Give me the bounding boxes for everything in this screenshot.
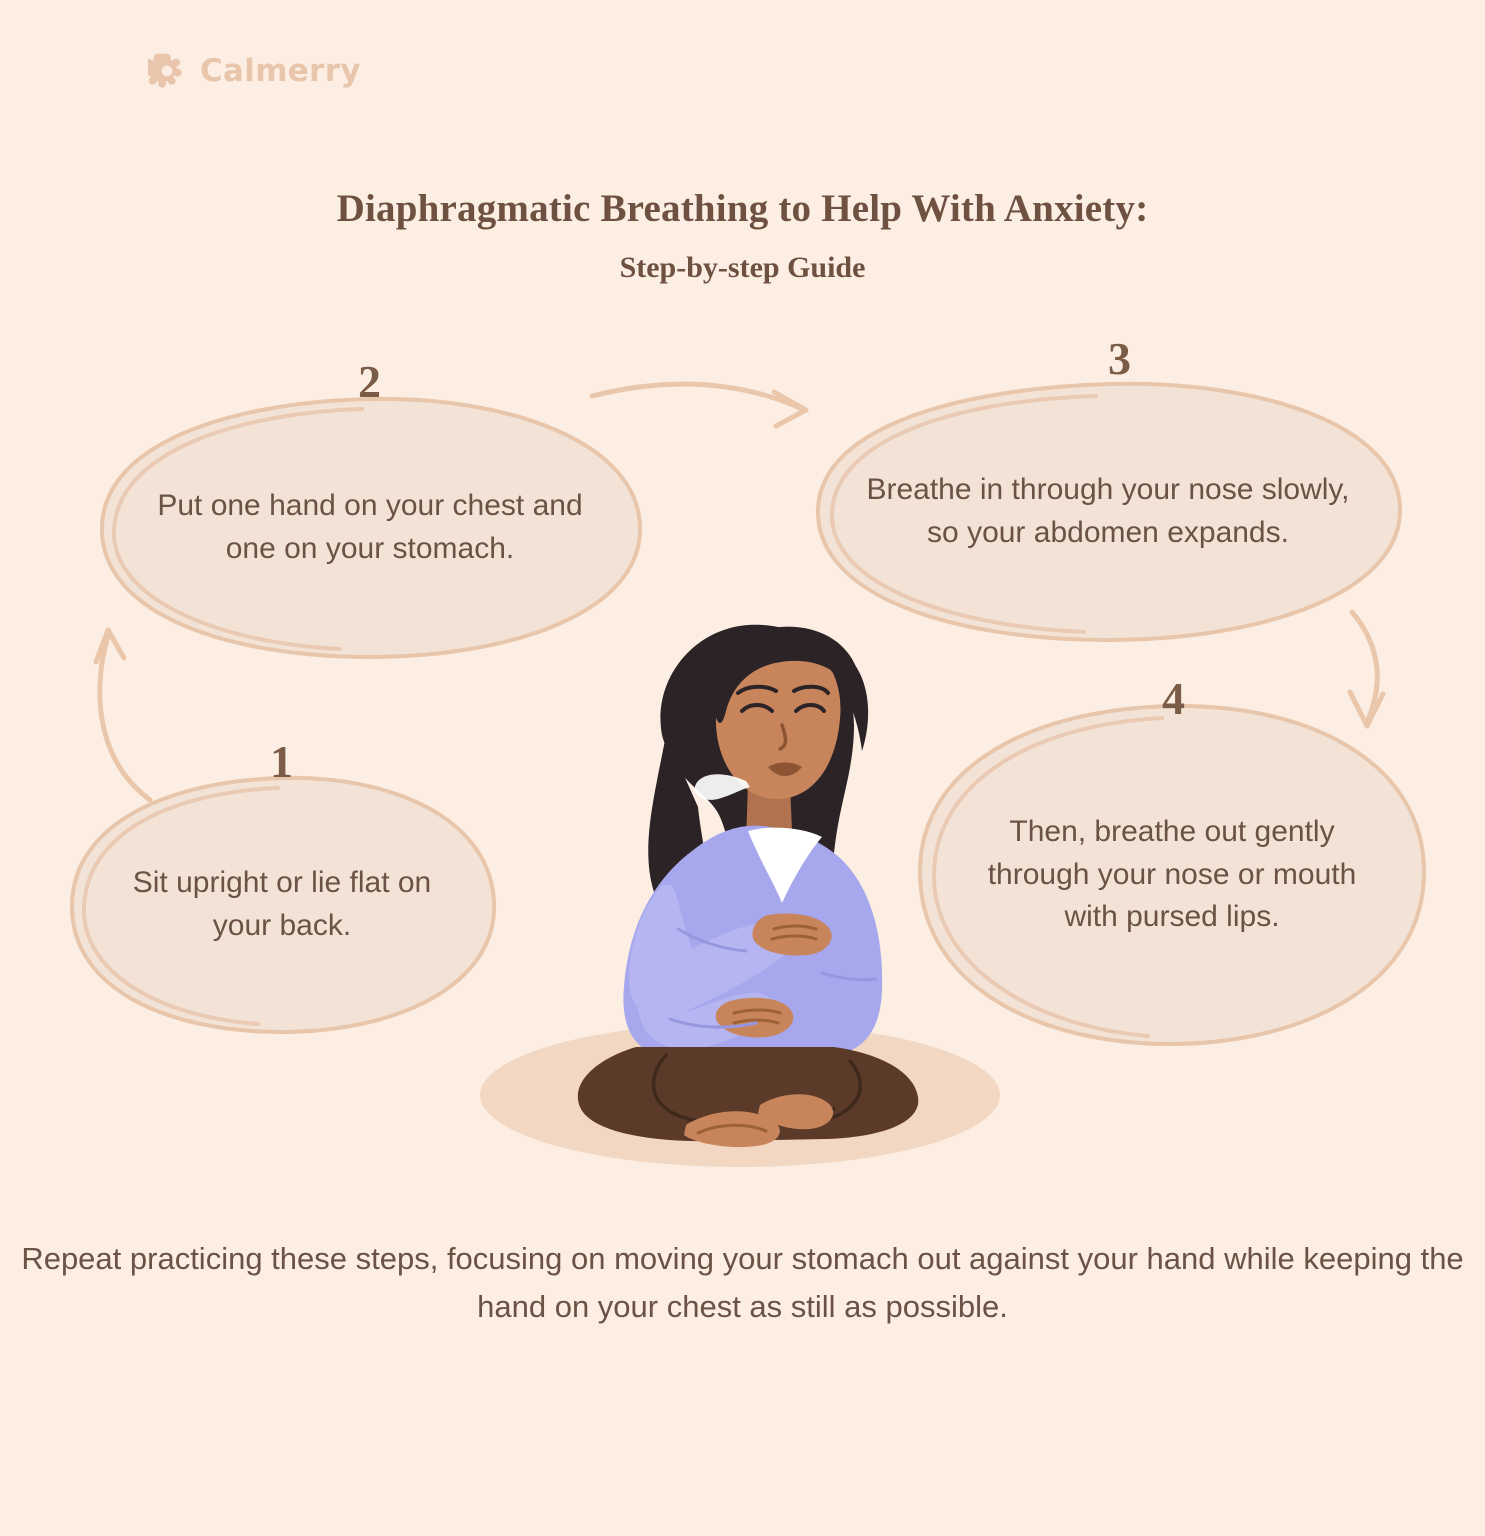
step-number-3: 3	[1108, 333, 1131, 384]
brand-logo	[148, 52, 361, 90]
brand-name: Calmerry	[200, 53, 361, 89]
step-number-1: 1	[270, 736, 293, 787]
title-main: Diaphragmatic Breathing to Help With Anxiety:	[336, 187, 1149, 230]
step-text-3: Breathe in through your nose slowly, so your abdomen expands.	[866, 473, 1350, 549]
step-text-2: Put one hand on your chest and one on your stomach.	[157, 489, 583, 565]
step-text-4: Then, breathe out gently through your nose or mouth with pursed lips.	[987, 815, 1357, 934]
title-sub: Step-by-step Guide	[619, 251, 866, 284]
woman-sitting-cross-legged-breathing-illustration	[430, 585, 1050, 1185]
flower-sun-icon	[148, 52, 186, 90]
step-text-1: Sit upright or lie flat on your back.	[132, 866, 432, 942]
step-number-2: 2	[358, 356, 381, 407]
page-title	[0, 186, 1485, 285]
step-number-4: 4	[1162, 673, 1185, 724]
footer-note: Repeat practicing these steps, focusing on moving your stomach out against your hand while keeping the hand on your chest as still as possible.	[21, 1241, 1464, 1325]
